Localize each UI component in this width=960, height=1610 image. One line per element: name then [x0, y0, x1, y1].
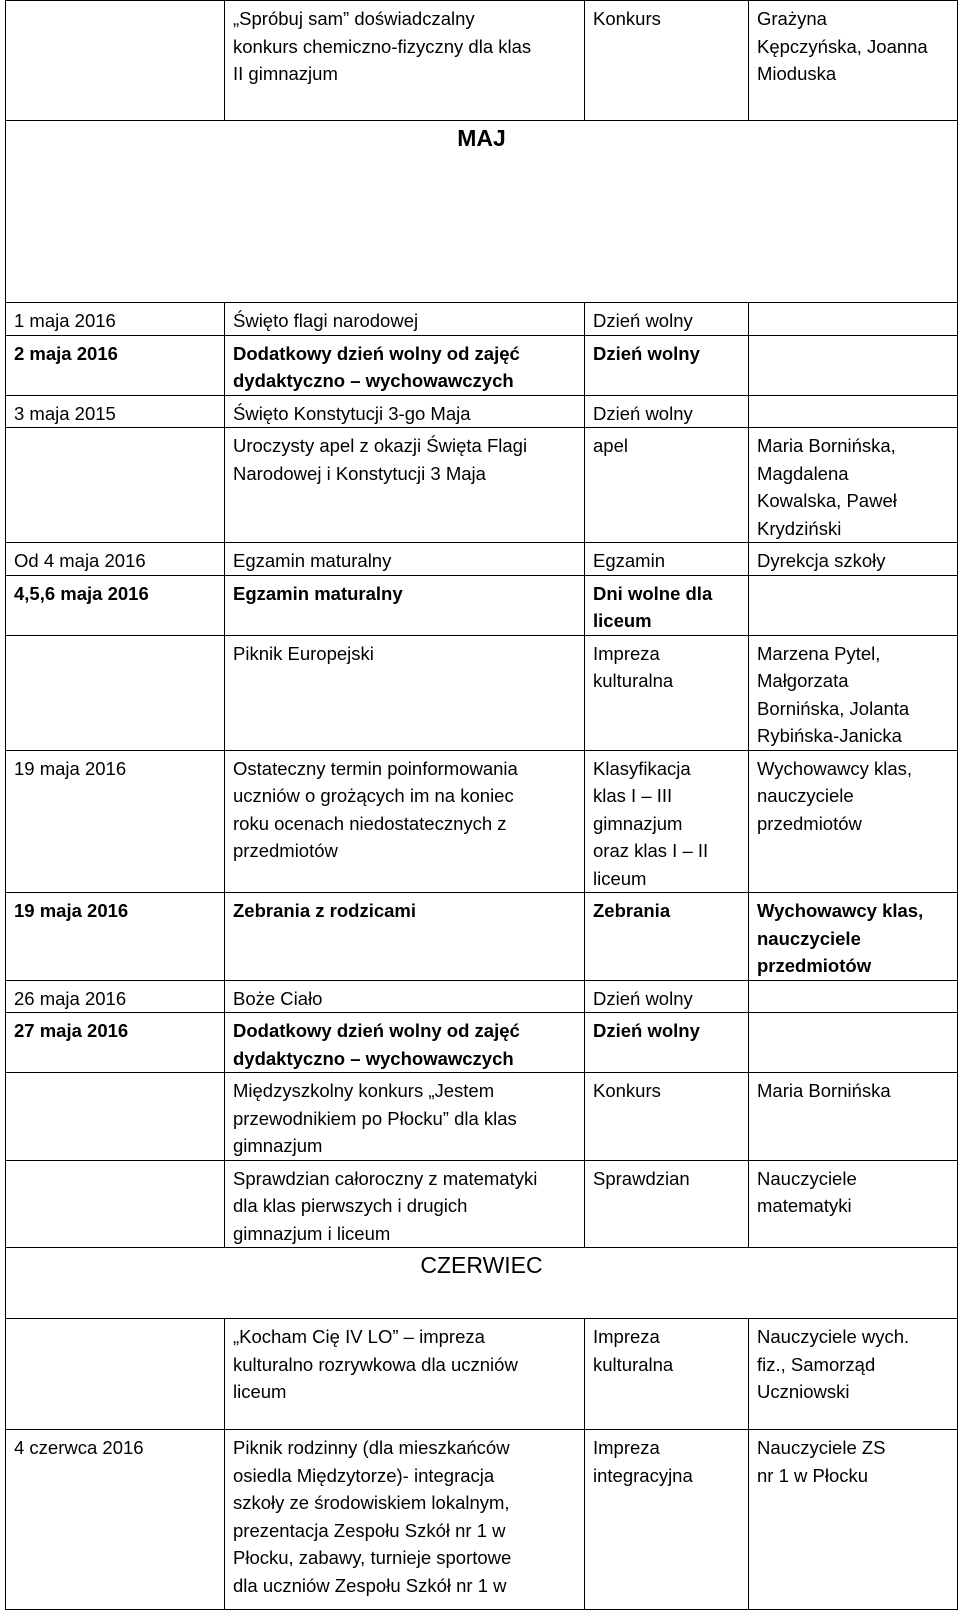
table-row	[6, 1013, 958, 1073]
cell-line: Międzyszkolny konkurs „Jestem	[233, 1080, 495, 1101]
cell-line: 19 maja 2016	[14, 757, 127, 779]
table-row	[6, 395, 958, 428]
date-cell	[6, 395, 225, 428]
cell-line: Impreza	[593, 1437, 660, 1458]
cell-line: 19 maja 2016	[14, 900, 129, 921]
cell-line: Płocku, zabawy, turnieje sportowe	[233, 1547, 512, 1568]
form-cell	[585, 335, 749, 395]
cell-line: 3 maja 2015	[14, 402, 116, 424]
cell-line: nauczyciele	[757, 785, 854, 806]
cell-line: Zebrania z rodzicami	[233, 900, 416, 921]
responsible-cell	[749, 1073, 958, 1161]
date-cell	[6, 1160, 225, 1248]
cell-line: klas I – III	[593, 785, 673, 806]
cell-line: liceum	[593, 867, 647, 889]
responsible-cell	[749, 1013, 958, 1073]
table-row	[6, 575, 958, 635]
responsible-cell	[749, 1, 958, 121]
event-cell	[225, 1013, 585, 1073]
cell-line: dydaktyczno – wychowawczych	[233, 370, 514, 391]
form-cell	[585, 1430, 749, 1610]
responsible-cell	[749, 1430, 958, 1610]
cell-line: gimnazjum	[593, 812, 683, 834]
cell-line: Narodowej i Konstytucji 3 Maja	[233, 462, 486, 484]
cell-line: gimnazjum i liceum	[233, 1222, 391, 1244]
cell-line: „Kocham Cię IV LO” – impreza	[233, 1326, 485, 1347]
cell-line: Wychowawcy klas,	[757, 900, 924, 921]
table-row	[6, 303, 958, 336]
date-cell	[6, 1073, 225, 1161]
date-cell	[6, 893, 225, 981]
cell-line: apel	[593, 435, 628, 456]
date-cell	[6, 335, 225, 395]
event-cell	[225, 635, 585, 750]
cell-line: 26 maja 2016	[14, 987, 127, 1009]
cell-line: Impreza	[593, 642, 660, 664]
cell-line: Rybińska-Janicka	[757, 725, 902, 746]
schedule-table	[5, 0, 958, 1610]
cell-line: Egzamin maturalny	[233, 582, 403, 604]
cell-line: 1 maja 2016	[14, 310, 116, 331]
table-row	[6, 1, 958, 121]
event-cell	[225, 750, 585, 893]
cell-line: integracyjna	[593, 1464, 693, 1486]
event-cell	[225, 1, 585, 121]
date-cell	[6, 303, 225, 336]
responsible-cell	[749, 395, 958, 428]
cell-line: Marzena Pytel,	[757, 642, 881, 664]
cell-line: Dzień wolny	[593, 402, 693, 424]
cell-line: dydaktyczno – wychowawczych	[233, 1047, 514, 1069]
form-cell	[585, 1073, 749, 1161]
cell-line: Sprawdzian całoroczny z matematyki	[233, 1167, 538, 1189]
cell-line: Nauczyciele ZS	[757, 1437, 886, 1458]
cell-line: Sprawdzian	[593, 1167, 690, 1189]
form-cell	[585, 750, 749, 893]
responsible-cell	[749, 335, 958, 395]
responsible-cell	[749, 543, 958, 576]
form-cell	[585, 980, 749, 1013]
form-cell	[585, 635, 749, 750]
responsible-cell	[749, 1319, 958, 1430]
cell-line: 4,5,6 maja 2016	[14, 582, 149, 604]
cell-line: Uczniowski	[757, 1381, 850, 1402]
form-cell	[585, 1160, 749, 1248]
table-row	[6, 750, 958, 893]
responsible-cell	[749, 303, 958, 336]
cell-line: dla klas pierwszych i drugich	[233, 1195, 468, 1216]
date-cell	[6, 1013, 225, 1073]
form-cell	[585, 303, 749, 336]
cell-line: dla uczniów Zespołu Szkół nr 1 w	[233, 1574, 507, 1596]
cell-line: Dodatkowy dzień wolny od zajęć	[233, 1020, 520, 1041]
date-cell	[6, 543, 225, 576]
form-cell	[585, 428, 749, 543]
cell-line: Kępczyńska, Joanna	[757, 35, 928, 57]
responsible-cell	[749, 980, 958, 1013]
cell-line: Dodatkowy dzień wolny od zajęć	[233, 342, 520, 364]
form-cell	[585, 543, 749, 576]
date-cell	[6, 635, 225, 750]
cell-line: Dzień wolny	[593, 310, 693, 331]
date-cell	[6, 1319, 225, 1430]
cell-line: Egzamin	[593, 550, 665, 571]
schedule-body	[6, 1, 958, 1610]
cell-line: Egzamin maturalny	[233, 550, 392, 571]
cell-line: kulturalna	[593, 670, 674, 691]
cell-line: gimnazjum	[233, 1135, 323, 1156]
table-row	[6, 428, 958, 543]
cell-line: II gimnazjum	[233, 63, 338, 84]
cell-line: szkoły ze środowiskiem lokalnym,	[233, 1492, 510, 1513]
cell-line: Piknik Europejski	[233, 642, 374, 664]
cell-line: Uroczysty apel z okazji Święta Flagi	[233, 435, 528, 456]
event-cell	[225, 428, 585, 543]
cell-line: osiedla Międzytorze)- integracja	[233, 1464, 495, 1486]
cell-line: oraz klas I – II	[593, 840, 709, 861]
event-cell	[225, 303, 585, 336]
cell-line: Mioduska	[757, 63, 837, 84]
cell-line: Grażyna	[757, 8, 827, 29]
date-cell	[6, 750, 225, 893]
cell-line: Nauczyciele wych.	[757, 1326, 910, 1347]
event-cell	[225, 1430, 585, 1610]
table-row	[6, 1160, 958, 1248]
cell-line: Święto flagi narodowej	[233, 310, 419, 331]
cell-line: Konkurs	[593, 8, 661, 29]
cell-line: Krydziński	[757, 517, 842, 539]
responsible-cell	[749, 750, 958, 893]
cell-line: Impreza	[593, 1326, 660, 1347]
cell-line: przedmiotów	[757, 955, 872, 976]
table-row	[6, 893, 958, 981]
cell-line: Wychowawcy klas,	[757, 757, 913, 779]
cell-line: przewodnikiem po Płocku” dla klas	[233, 1107, 517, 1129]
cell-line: nr 1 w Płocku	[757, 1464, 869, 1486]
form-cell	[585, 395, 749, 428]
date-cell	[6, 1430, 225, 1610]
cell-line: 4 czerwca 2016	[14, 1437, 144, 1458]
cell-line: Dzień wolny	[593, 1020, 700, 1041]
event-cell	[225, 1160, 585, 1248]
cell-line: konkurs chemiczno-fizyczny dla klas	[233, 35, 532, 57]
cell-line: Maria Bornińska	[757, 1080, 891, 1101]
cell-line: Święto Konstytucji 3-go Maja	[233, 402, 471, 424]
form-cell	[585, 1319, 749, 1430]
responsible-cell	[749, 635, 958, 750]
cell-line: matematyki	[757, 1195, 852, 1216]
table-row	[6, 1319, 958, 1430]
cell-line: Piknik rodzinny (dla mieszkańców	[233, 1437, 510, 1458]
cell-line: Małgorzata	[757, 670, 849, 691]
table-row	[6, 1073, 958, 1161]
cell-line: uczniów o grożących im na koniec	[233, 785, 514, 806]
date-cell	[6, 575, 225, 635]
cell-line: Zebrania	[593, 900, 671, 921]
cell-line: Magdalena	[757, 462, 849, 484]
table-row	[6, 543, 958, 576]
cell-line: Konkurs	[593, 1080, 661, 1101]
cell-line: przedmiotów	[757, 812, 862, 834]
responsible-cell	[749, 1160, 958, 1248]
month-row-czerwiec	[6, 1248, 958, 1319]
month-row-maj	[6, 121, 958, 303]
cell-line: Dzień wolny	[593, 987, 693, 1009]
cell-line: 2 maja 2016	[14, 342, 118, 364]
cell-line: roku ocenach niedostatecznych z	[233, 812, 507, 834]
cell-line: Kowalska, Paweł	[757, 490, 897, 511]
event-cell	[225, 395, 585, 428]
table-row	[6, 335, 958, 395]
cell-line: Klasyfikacja	[593, 757, 691, 779]
form-cell	[585, 575, 749, 635]
cell-line: Ostateczny termin poinformowania	[233, 757, 518, 779]
cell-line: „Spróbuj sam” doświadczalny	[233, 8, 475, 29]
event-cell	[225, 893, 585, 981]
date-cell	[6, 1, 225, 121]
cell-line: fiz., Samorząd	[757, 1353, 876, 1375]
cell-line: Boże Ciało	[233, 987, 323, 1009]
cell-line: Dni wolne dla	[593, 582, 713, 604]
table-row	[6, 1430, 958, 1610]
table-row	[6, 635, 958, 750]
form-cell	[585, 893, 749, 981]
event-cell	[225, 543, 585, 576]
event-cell	[225, 1319, 585, 1430]
cell-line: nauczyciele	[757, 927, 861, 949]
month-title-maj: MAJ	[6, 121, 958, 303]
event-cell	[225, 335, 585, 395]
event-cell	[225, 1073, 585, 1161]
form-cell	[585, 1013, 749, 1073]
cell-line: Bornińska, Jolanta	[757, 697, 910, 719]
cell-line: prezentacja Zespołu Szkół nr 1 w	[233, 1519, 506, 1541]
form-cell	[585, 1, 749, 121]
date-cell	[6, 428, 225, 543]
cell-line: Nauczyciele	[757, 1167, 857, 1189]
cell-line: kulturalna	[593, 1353, 674, 1375]
cell-line: Od 4 maja 2016	[14, 550, 146, 571]
cell-line: liceum	[233, 1381, 287, 1402]
cell-line: kulturalno rozrywkowa dla uczniów	[233, 1353, 518, 1375]
cell-line: liceum	[593, 610, 652, 631]
date-cell	[6, 980, 225, 1013]
cell-line: Maria Bornińska,	[757, 435, 896, 456]
event-cell	[225, 980, 585, 1013]
month-title-czerwiec: CZERWIEC	[6, 1248, 958, 1319]
responsible-cell	[749, 575, 958, 635]
table-row	[6, 980, 958, 1013]
cell-line: Dzień wolny	[593, 342, 700, 364]
cell-line: przedmiotów	[233, 840, 338, 861]
event-cell	[225, 575, 585, 635]
responsible-cell	[749, 893, 958, 981]
cell-line: 27 maja 2016	[14, 1020, 129, 1041]
responsible-cell	[749, 428, 958, 543]
cell-line: Dyrekcja szkoły	[757, 550, 886, 571]
